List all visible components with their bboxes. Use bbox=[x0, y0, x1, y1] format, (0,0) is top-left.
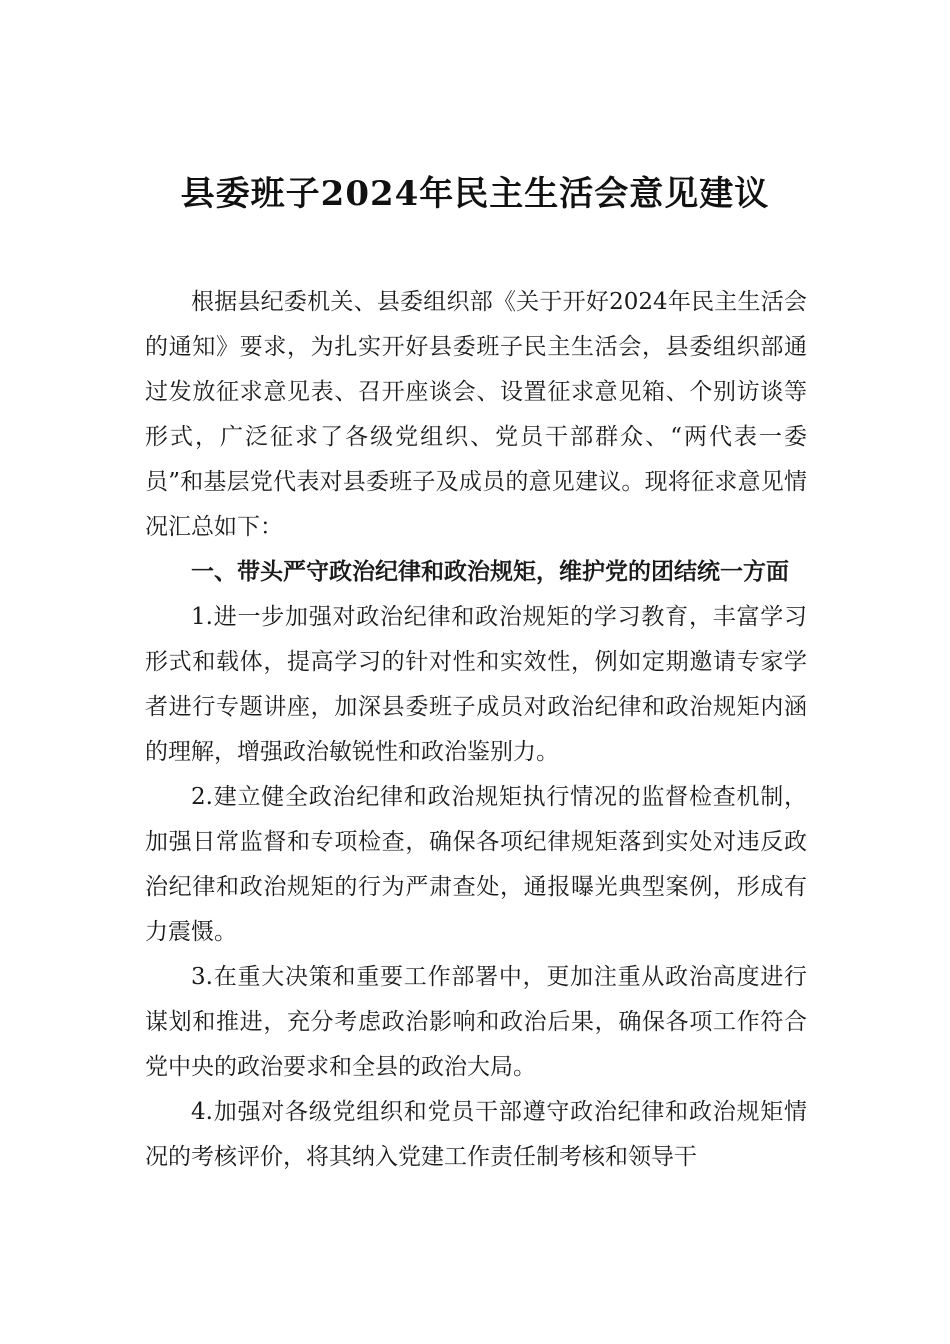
document-title: 县委班子2024年民主生活会意见建议 bbox=[180, 174, 770, 214]
document-body bbox=[145, 280, 807, 1180]
suggestion-item-1: 1.进一步加强对政治纪律和政治规矩的学习教育，丰富学习形式和载体，提高学习的针对性和实效性，例如定期邀请专家学者进行专题讲座，加深县委班子成员对政治纪律和政治规矩内涵的理解，增强政治敏锐性和政治鉴别力。 bbox=[145, 604, 807, 765]
suggestion-item-4: 4.加强对各级党组织和党员干部遵守政治纪律和政治规矩情况的考核评价，将其纳入党建工作责任制考核和领导干 bbox=[145, 1099, 807, 1170]
suggestion-item-2: 2.建立健全政治纪律和政治规矩执行情况的监督检查机制，加强日常监督和专项检查，确保各项纪律规矩落到实处对违反政治纪律和政治规矩的行为严肃查处，通报曝光典型案例，形成有力震慑。 bbox=[145, 784, 807, 945]
intro-paragraph: 根据县纪委机关、县委组织部《关于开好2024年民主生活会的通知》要求，为扎实开好县委班子民主生活会，县委组织部通过发放征求意见表、召开座谈会、设置征求意见箱、个别访谈等形式，广泛征求了各级党组织、党员干部群众、“两代表一委员”和基层党代表对县委班子及成员的意见建议。现将征求意见情况汇总如下： bbox=[145, 289, 807, 540]
suggestion-item-3: 3.在重大决策和重要工作部署中，更加注重从政治高度进行谋划和推进，充分考虑政治影响和政治后果，确保各项工作符合党中央的政治要求和全县的政治大局。 bbox=[145, 964, 807, 1080]
section-heading-1: 一、带头严守政治纪律和政治规矩，维护党的团结统一方面 bbox=[191, 559, 789, 585]
